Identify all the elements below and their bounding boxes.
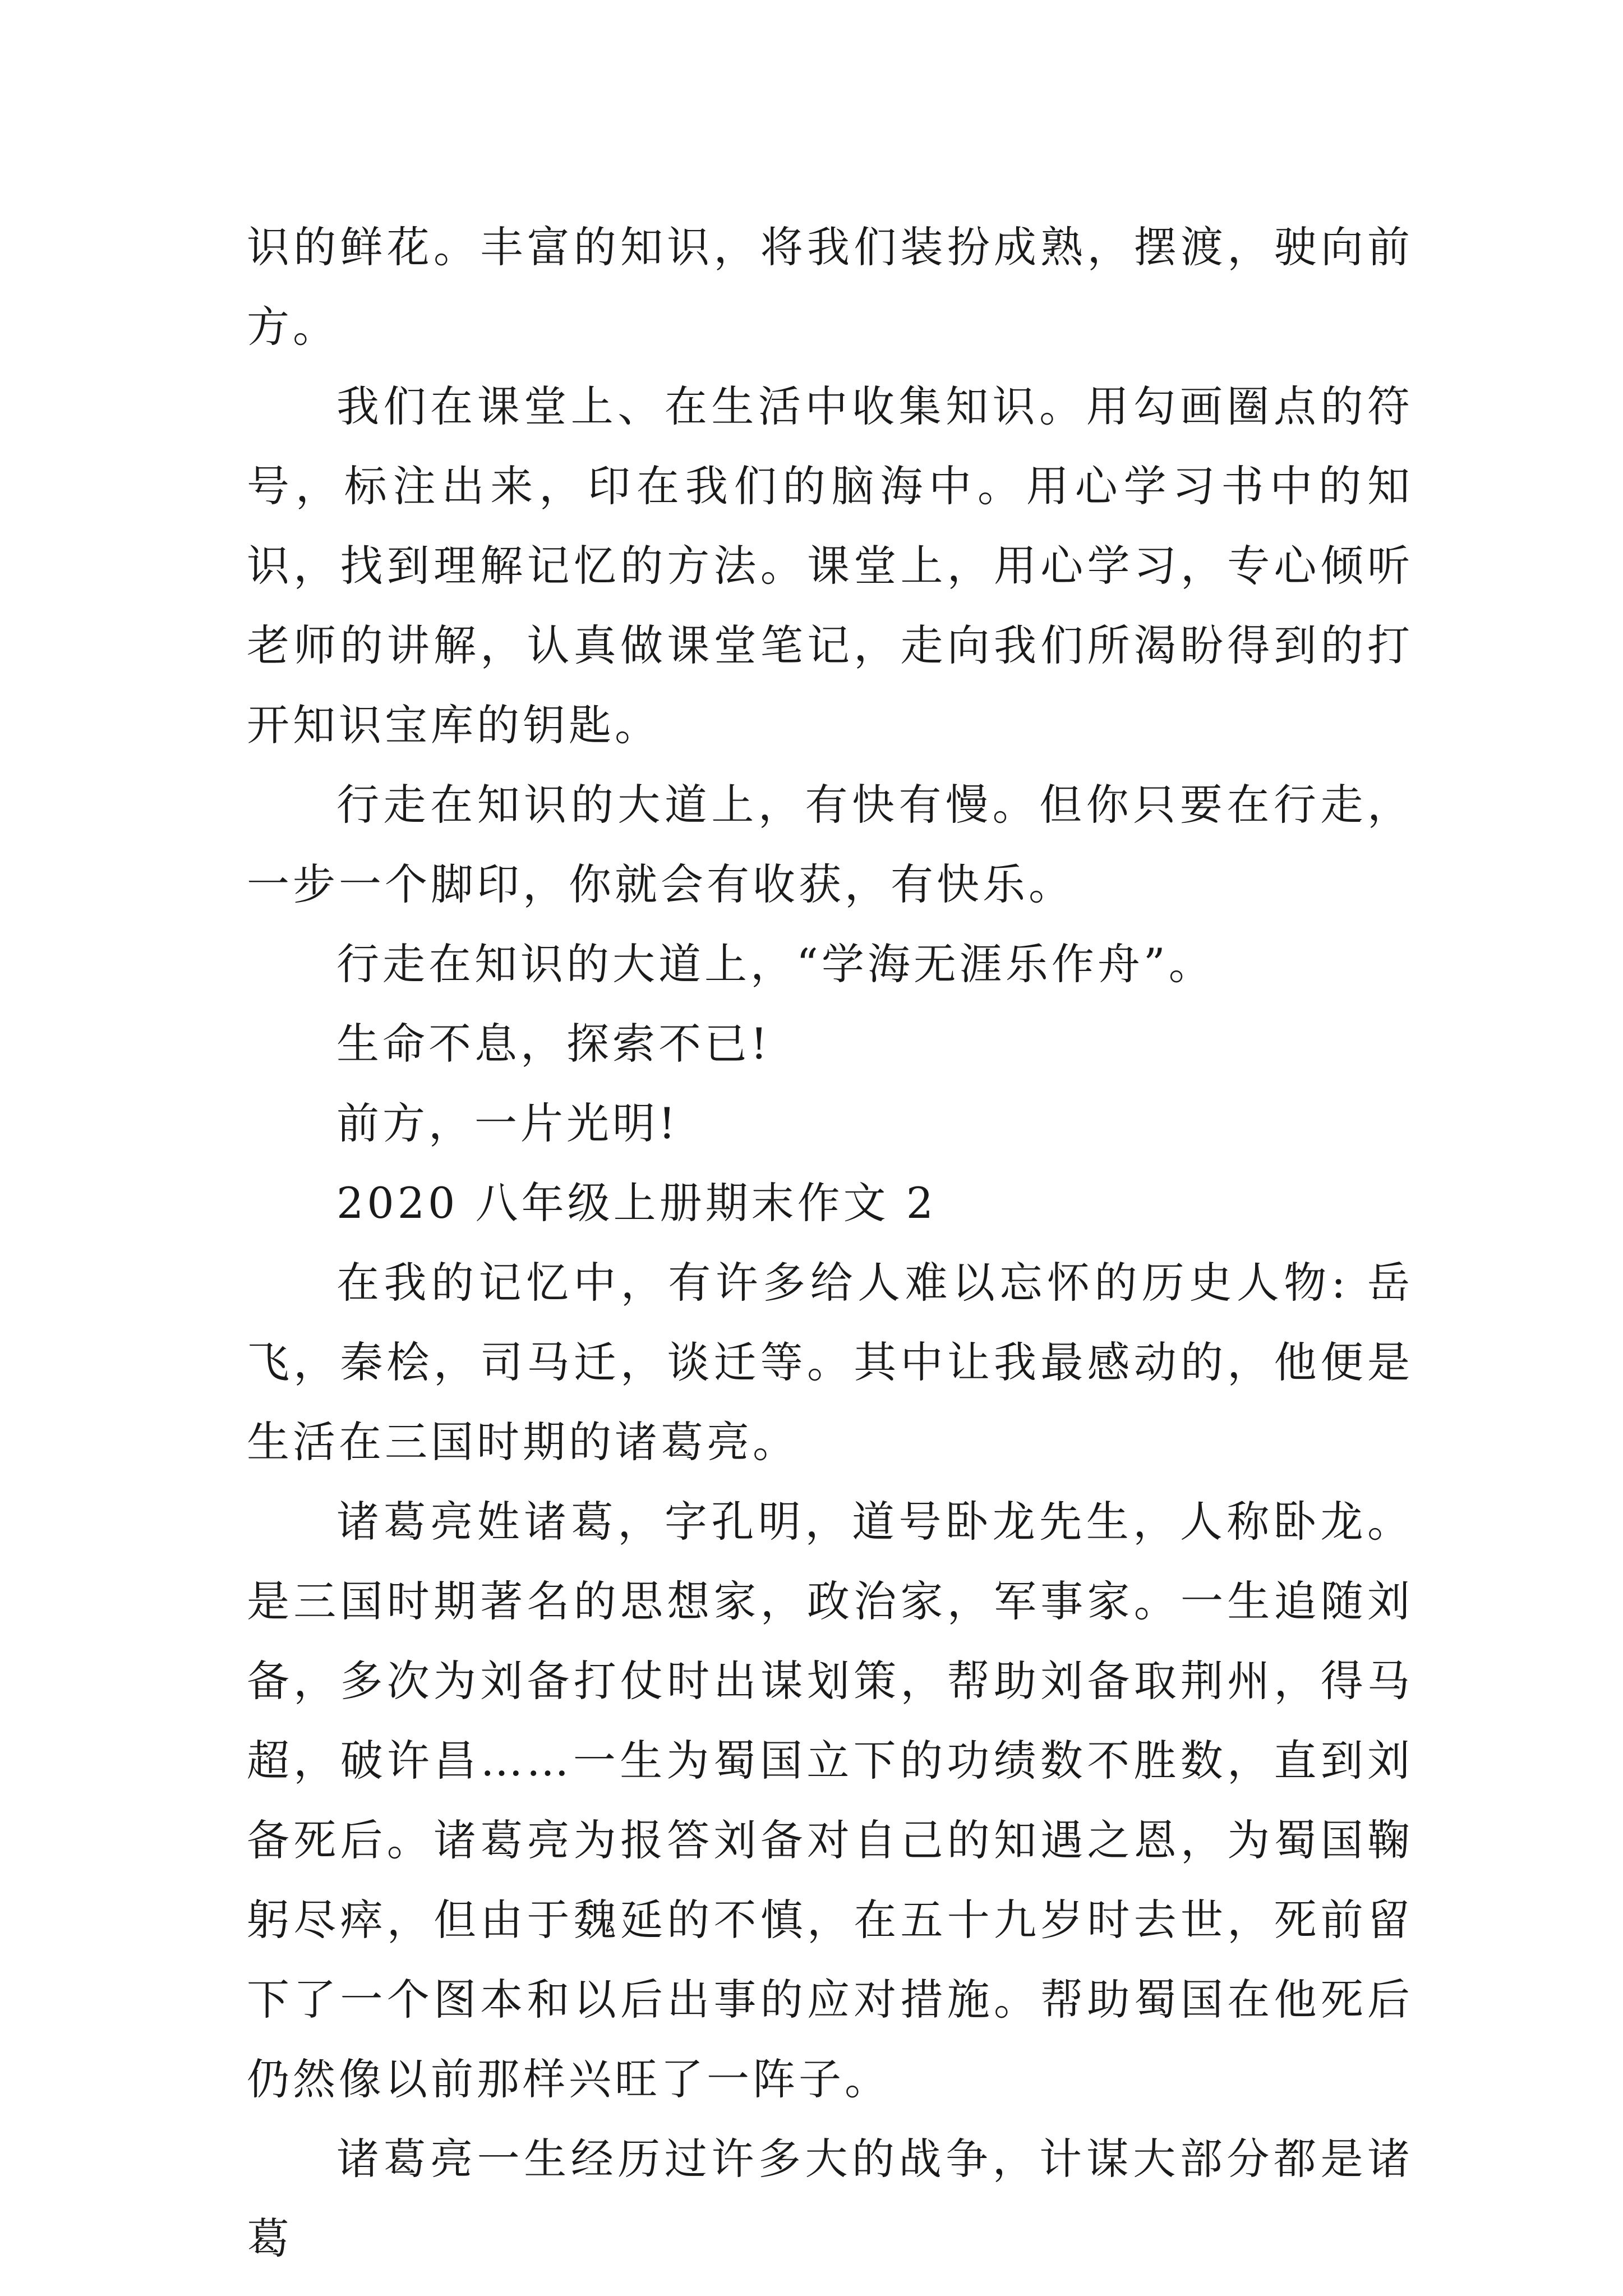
- paragraph-bright-future: 前方，一片光明!: [336, 1098, 679, 1148]
- paragraph-collect-knowledge: 我们在课堂上、在生活中收集知识。用勾画圈点的符号，标注出来，印在我们的脑海中。用心学习书中的知识，找到理解记忆的方法。课堂上，用心学习，专心倾听老师的讲解，认真做课堂笔记，走向我们所渴盼得到的打开知识宝库的钥匙。: [247, 381, 1413, 750]
- paragraph-sea-of-learning: 行走在知识的大道上，“学海无涯乐作舟”。: [336, 939, 1215, 989]
- essay-heading: 2020 八年级上册期末作文 2: [336, 1178, 937, 1228]
- paragraph-historical-figures: 在我的记忆中，有许多给人难以忘怀的历史人物: 岳飞，秦桧，司马迁，谈迁等。其中让我最感动的，他便是生活在三国时期的诸葛亮。: [247, 1258, 1413, 1467]
- paragraph-explore-endlessly: 生命不息，探索不已!: [336, 1019, 771, 1069]
- paragraph-walking-fast-slow: 行走在知识的大道上，有快有慢。但你只要在行走，一步一个脚印，你就会有收获，有快乐。: [247, 780, 1413, 909]
- document-body: [247, 208, 1413, 2279]
- paragraph-continuation: 识的鲜花。丰富的知识，将我们装扮成熟，摆渡，驶向前方。: [247, 222, 1413, 352]
- paragraph-zhuge-liang-bio: 诸葛亮姓诸葛，字孔明，道号卧龙先生，人称卧龙。是三国时期著名的思想家，政治家，军事家。一生追随刘备，多次为刘备打仗时出谋划策，帮助刘备取荆州，得马超，破许昌……一生为蜀国立下的功绩数不胜数，直到刘备死后。诸葛亮为报答刘备对自己的知遇之恩，为蜀国鞠躬尽瘁，但由于魏延的不慎，在五十九岁时去世，死前留下了一个图本和以后出事的应对措施。帮助蜀国在他死后仍然像以前那样兴旺了一阵子。: [247, 1497, 1413, 2104]
- paragraph-zhuge-liang-battles: 诸葛亮一生经历过许多大的战争，计谋大部分都是诸葛: [247, 2134, 1413, 2263]
